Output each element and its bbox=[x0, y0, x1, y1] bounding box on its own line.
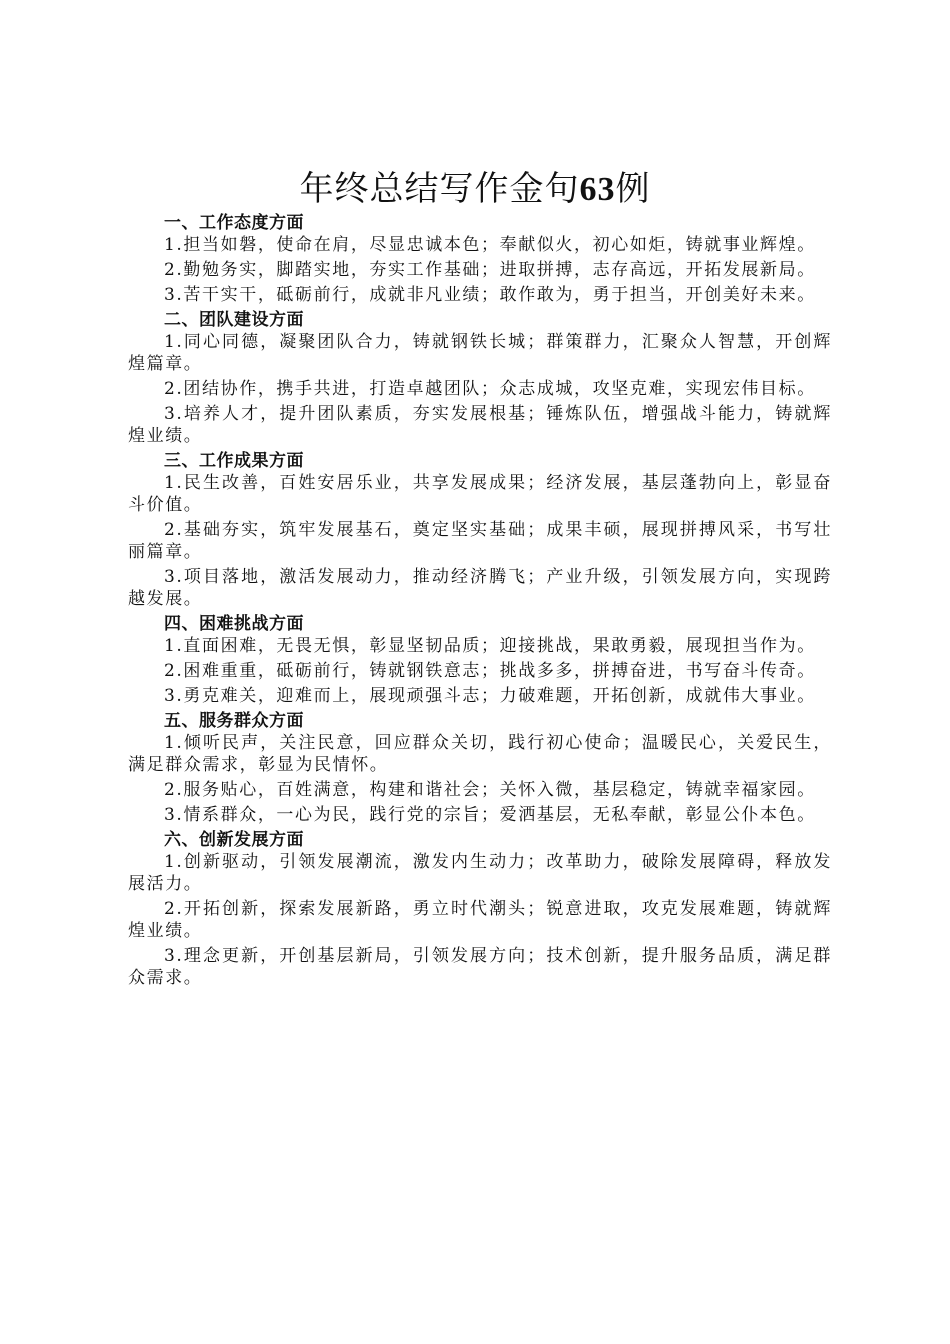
title-number: 63 bbox=[579, 171, 616, 208]
section-item: 1.同心同德，凝聚团队合力，铸就钢铁长城；群策群力，汇聚众人智慧，开创辉煌篇章。 bbox=[128, 332, 832, 374]
section-heading: 三、工作成果方面 bbox=[164, 451, 304, 471]
section-item: 2.开拓创新，探索发展新路，勇立时代潮头；锐意进取，攻克发展难题，铸就辉煌业绩。 bbox=[128, 899, 832, 941]
title-suffix: 例 bbox=[615, 169, 651, 209]
section-item: 1.直面困难，无畏无惧，彰显坚韧品质；迎接挑战，果敢勇毅，展现担当作为。 bbox=[164, 636, 816, 656]
section-item: 3.培养人才，提升团队素质，夯实发展根基；锤炼队伍，增强战斗能力，铸就辉煌业绩。 bbox=[128, 404, 832, 446]
section-item: 1.倾听民声，关注民意，回应群众关切，践行初心使命；温暖民心，关爱民生，满足群众需求，彰显为民情怀。 bbox=[128, 733, 832, 775]
section-item: 3.项目落地，激活发展动力，推动经济腾飞；产业升级，引领发展方向，实现跨越发展。 bbox=[128, 567, 832, 609]
section-item: 1.担当如磐，使命在肩，尽显忠诚本色；奉献似火，初心如炬，铸就事业辉煌。 bbox=[164, 235, 816, 255]
title-text: 年终总结写作金句 bbox=[299, 169, 580, 209]
section-serving-the-public bbox=[128, 710, 832, 826]
section-item: 2.团结协作，携手共进，打造卓越团队；众志成城，攻坚克难，实现宏伟目标。 bbox=[164, 379, 816, 399]
section-heading: 二、团队建设方面 bbox=[164, 310, 304, 330]
section-item: 1.民生改善，百姓安居乐业，共享发展成果；经济发展，基层蓬勃向上，彰显奋斗价值。 bbox=[128, 473, 832, 515]
section-item: 2.基础夯实，筑牢发展基石，奠定坚实基础；成果丰硕，展现拼搏风采，书写壮丽篇章。 bbox=[128, 520, 832, 562]
section-heading: 四、困难挑战方面 bbox=[164, 614, 304, 634]
section-item: 3.情系群众，一心为民，践行党的宗旨；爱洒基层，无私奉献，彰显公仆本色。 bbox=[164, 805, 816, 825]
section-item: 2.困难重重，砥砺前行，铸就钢铁意志；挑战多多，拼搏奋进，书写奋斗传奇。 bbox=[164, 661, 816, 681]
section-item: 1.创新驱动，引领发展潮流，激发内生动力；改革助力，破除发展障碍，释放发展活力。 bbox=[128, 852, 832, 894]
section-heading: 五、服务群众方面 bbox=[164, 711, 304, 731]
section-heading: 一、工作态度方面 bbox=[164, 213, 304, 233]
document-title bbox=[0, 166, 950, 213]
section-item: 3.理念更新，开创基层新局，引领发展方向；技术创新，提升服务品质，满足群众需求。 bbox=[128, 946, 832, 988]
section-heading: 六、创新发展方面 bbox=[164, 830, 304, 850]
section-item: 3.苦干实干，砥砺前行，成就非凡业绩；敢作敢为，勇于担当，开创美好未来。 bbox=[164, 285, 816, 305]
section-item: 2.勤勉务实，脚踏实地，夯实工作基础；进取拼搏，志存高远，开拓发展新局。 bbox=[164, 260, 816, 280]
document-body bbox=[128, 212, 832, 992]
section-innovation-development bbox=[128, 829, 832, 989]
section-work-results bbox=[128, 450, 832, 610]
section-team-building bbox=[128, 309, 832, 447]
section-item: 3.勇克难关，迎难而上，展现顽强斗志；力破难题，开拓创新，成就伟大事业。 bbox=[164, 686, 816, 706]
section-work-attitude bbox=[128, 212, 832, 306]
section-difficulties-challenges bbox=[128, 613, 832, 707]
section-item: 2.服务贴心，百姓满意，构建和谐社会；关怀入微，基层稳定，铸就幸福家园。 bbox=[164, 780, 816, 800]
